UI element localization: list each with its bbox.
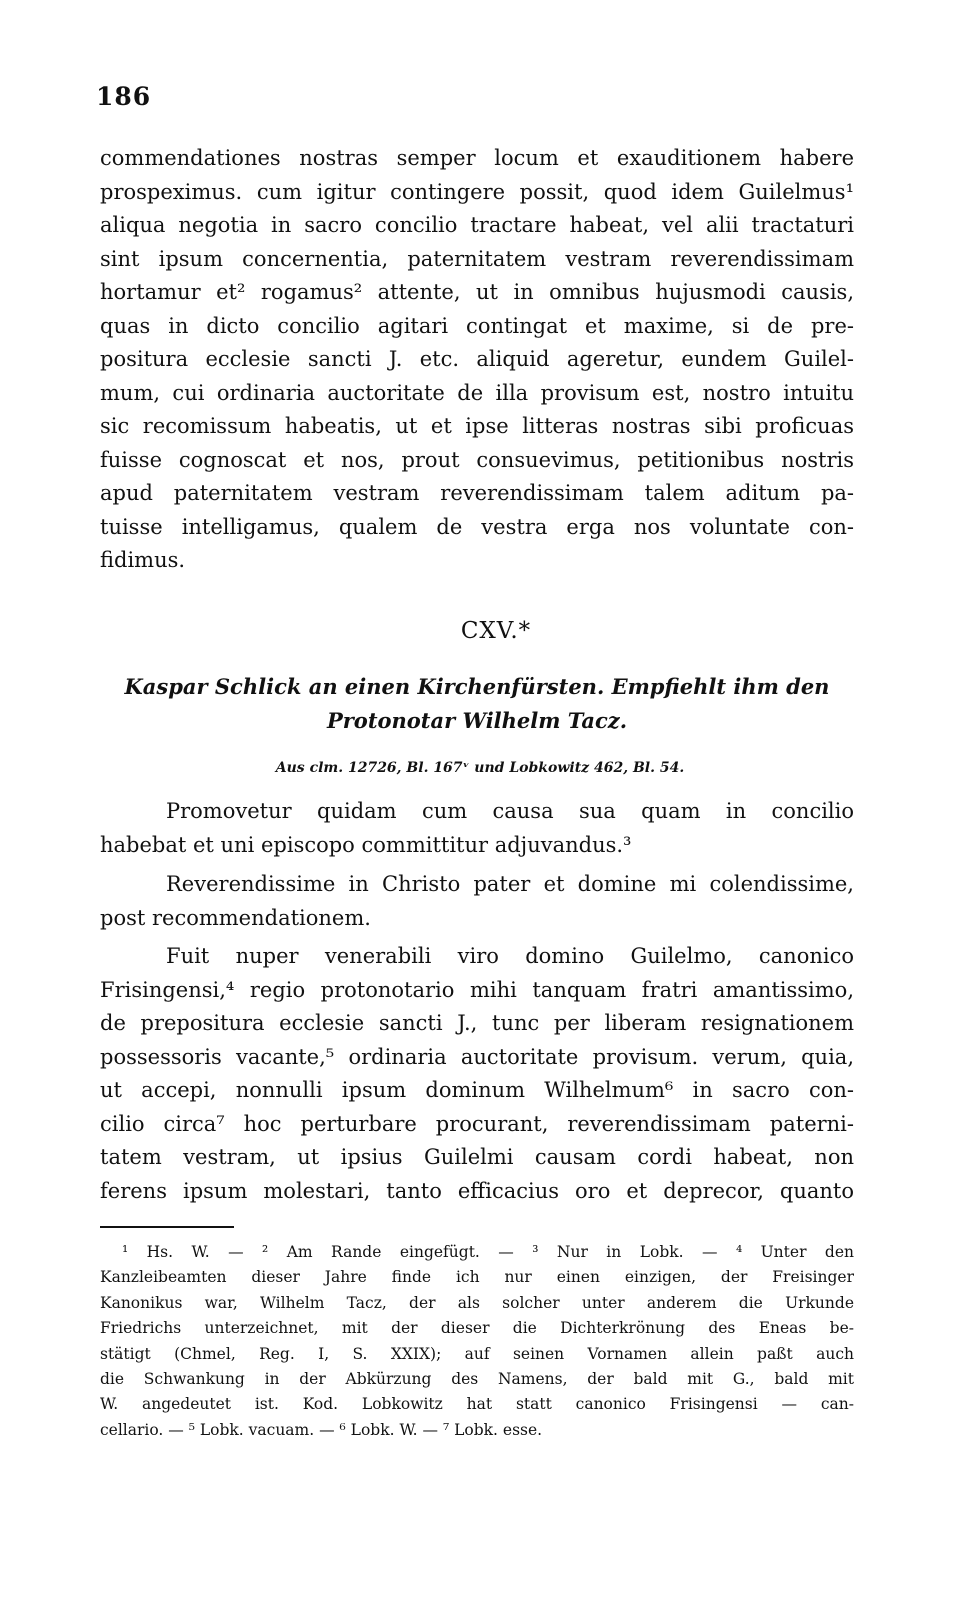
text-line: Fuit nuper venerabili viro domino Guilelmo, canonico (166, 944, 854, 968)
footnote-line: die Schwankung in der Abkürzung des Namens, der bald mit G., bald mit (100, 1369, 854, 1388)
footnote-line: Friedrichs unterzeichnet, mit der dieser die Dichterkrönung des Eneas be- (100, 1319, 854, 1338)
text-line: mum, cui ordinaria auctoritate de illa provisum est, nostro intuitu (100, 380, 854, 405)
footnote-line: Kanzleibeamten dieser Jahre finde ich nur einen einzigen, der Freisinger (100, 1268, 854, 1287)
source-note: Aus clm. 12726, Bl. 167ᵛ und Lobkowitz 462, Bl. 54. (275, 760, 685, 776)
footnote-divider (100, 1226, 234, 1228)
text-line: fuisse cognoscat et nos, prout consuevimus, petitionibus nostris (100, 447, 854, 472)
text-line: apud paternitatem vestram reverendissimam talem aditum pa- (100, 481, 854, 505)
letter-continuation (100, 142, 854, 578)
letter-body (100, 940, 854, 1208)
text-line: positura ecclesie sancti J. etc. aliquid ageretur, eundem Guilel- (100, 347, 854, 371)
footnote-line: cellario. — ⁵ Lobk. vacuam. — ⁶ Lobk. W. — ⁷ Lobk. esse. (100, 1420, 543, 1439)
salutation-paragraph (100, 868, 854, 935)
text-line: sint ipsum concernentia, paternitatem vestram reverendissimam (100, 246, 854, 271)
text-line: possessoris vacante,⁵ ordinaria auctoritate provisum. verum, quia, (100, 1044, 854, 1069)
text-line: Reverendissime in Christo pater et domine mi colendissime, (166, 872, 854, 896)
text-line: commendationes nostras semper locum et exauditionem habere (100, 146, 854, 170)
footnotes (100, 1240, 854, 1443)
document-number: CXV.* (460, 618, 532, 644)
text-line: Frisingensi,⁴ regio protonotario mihi tanquam fratri amantissimo, (100, 977, 854, 1002)
page-number: 186 (96, 82, 152, 111)
text-line: tuisse intelligamus, qualem de vestra erga nos voluntate con- (100, 514, 854, 539)
text-line: post recommendationem. (100, 905, 371, 930)
footnote-line: stätigt (Chmel, Reg. I, S. XXIX); auf seinen Vornamen allein paßt auch (100, 1344, 854, 1363)
text-line: tatem vestram, ut ipsius Guilelmi causam cordi habeat, non (100, 1145, 854, 1169)
summary-paragraph (100, 795, 854, 862)
text-line: quas in dicto concilio agitari contingat et maxime, si de pre- (100, 313, 854, 338)
text-line: Promovetur quidam cum causa sua quam in concilio (166, 799, 854, 823)
title-line: Kaspar Schlick an einen Kirchenfürsten. Empfiehlt ihm den (124, 674, 830, 699)
text-line: ferens ipsum molestari, tanto efficacius oro et deprecor, quanto (100, 1178, 854, 1203)
text-line: sic recomissum habeatis, ut et ipse litteras nostras sibi proficuas (100, 414, 854, 438)
text-line: cilio circa⁷ hoc perturbare procurant, reverendissimam paterni- (100, 1111, 854, 1136)
text-line: habebat et uni episcopo committitur adjuvandus.³ (100, 832, 632, 857)
text-line: de prepositura ecclesie sancti J., tunc per liberam resignationem (100, 1011, 854, 1035)
text-line: prospeximus. cum igitur contingere possit, quod idem Guilelmus¹ (100, 179, 854, 204)
text-line: aliqua negotia in sacro concilio tractare habeat, vel alii tractaturi (100, 213, 854, 237)
document-title (100, 670, 854, 738)
title-line: Protonotar Wilhelm Tacz. (326, 708, 628, 733)
footnote-line: Kanonikus war, Wilhelm Tacz, der als solcher unter anderem die Urkunde (100, 1293, 854, 1312)
footnote-line: ¹ Hs. W. — ² Am Rande eingefügt. — ³ Nur in Lobk. — ⁴ Unter den (122, 1243, 854, 1261)
text-line: ut accepi, nonnulli ipsum dominum Wilhelmum⁶ in sacro con- (100, 1078, 854, 1102)
footnote-line: W. angedeutet ist. Kod. Lobkowitz hat statt canonico Frisingensi — can- (100, 1395, 854, 1414)
text-line: fidimus. (100, 548, 186, 572)
text-line: hortamur et² rogamus² attente, ut in omnibus hujusmodi causis, (100, 280, 854, 304)
